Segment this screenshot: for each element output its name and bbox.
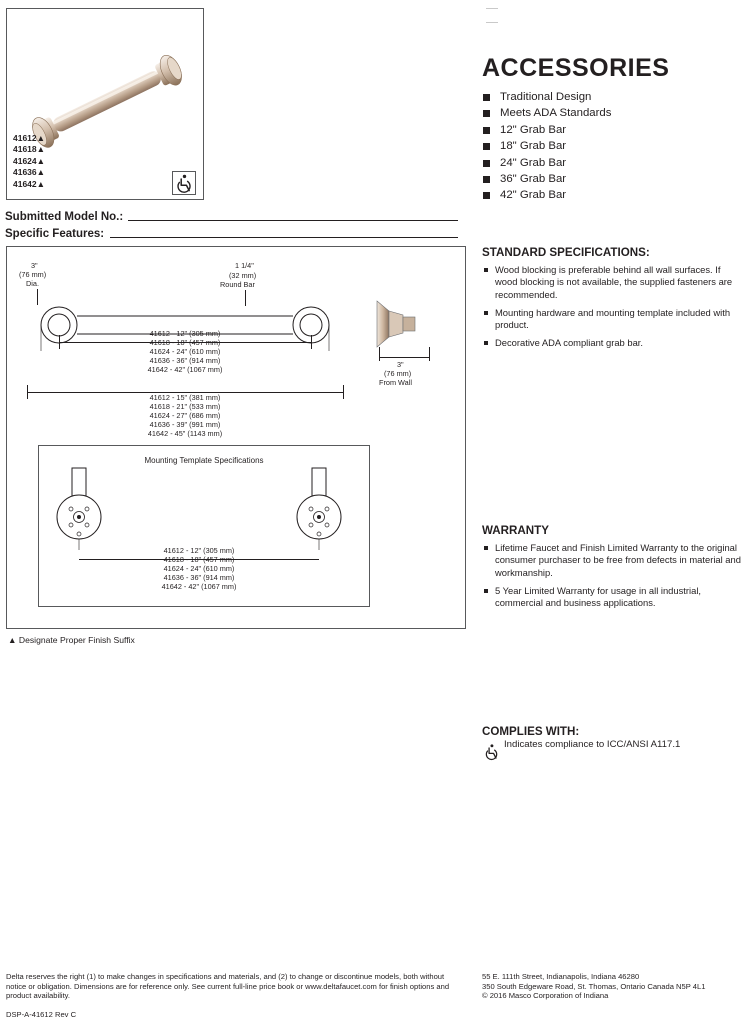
overall-dim-1: 41612 - 15" (381 mm) [149,393,221,402]
spec-text: Wood blocking is preferable behind all wall surfaces. If wood blocking is not available, the supplied fasteners are recommended. [495,264,733,300]
bullet-square-icon [483,176,490,183]
bar-dim-3: 41624 - 24" (610 mm) [149,347,221,356]
bullet-square-icon [483,94,490,101]
wheelchair-accessibility-icon [482,742,501,761]
feature-list [482,89,737,204]
feature-label: Meets ADA Standards [500,107,612,120]
feature-item [482,187,737,203]
spec-text: Mounting hardware and mounting template included with product. [495,306,731,331]
feature-item [482,171,737,187]
spec-item [484,264,742,301]
feature-label: 42" Grab Bar [500,189,567,202]
bar-dim-tick-left [59,335,60,349]
template-dim-5: 41642 - 42" (1067 mm) [161,582,237,591]
feature-item [482,89,737,105]
feature-item [482,138,737,154]
template-dim-2: 41618 - 18" (457 mm) [163,555,235,564]
round-bar-line3: Round Bar [220,280,255,289]
address-line-2: 350 South Edgeware Road, St. Thomas, Ontario Canada N5P 4L1 [482,981,706,991]
from-wall-dimension-line [379,357,429,358]
bullet-square-icon [483,160,490,167]
overall-dim-3: 41624 - 27" (686 mm) [149,411,221,420]
feature-item [482,155,737,171]
spec-text: Decorative ADA compliant grab bar. [495,337,643,349]
bullet-square-icon [483,127,490,134]
specification-drawing [6,246,466,629]
complies-with-text: Indicates compliance to ICC/ANSI A117.1 [504,739,681,750]
spec-item [484,337,742,349]
model-number: 41612▲ [13,133,46,143]
copyright-line: © 2016 Masco Corporation of Indiana [482,991,609,1001]
bullet-icon [484,311,488,315]
designate-finish-note: ▲ Designate Proper Finish Suffix [8,635,135,645]
feature-label: 18" Grab Bar [500,140,567,153]
standard-specifications-title: STANDARD SPECIFICATIONS: [482,246,650,259]
feature-item [482,122,737,138]
from-wall-tick-right [429,347,430,361]
model-number: 41624▲ [13,155,46,166]
bullet-square-icon [483,143,490,150]
crop-mark [486,8,498,9]
submitted-model-label: Submitted Model No.: [5,211,124,223]
bullet-square-icon [483,192,490,199]
mounting-template-title: Mounting Template Specifications [144,456,264,465]
specific-features-label: Specific Features: [5,228,105,240]
footer-address [482,972,740,1001]
submitted-model-rule [128,220,458,221]
dia-label-line3: Dia. [26,279,39,288]
specific-features-rule [110,237,458,238]
bar-dim-2: 41618 - 18" (457 mm) [149,338,221,347]
bar-dim-tick-right [311,335,312,349]
model-number-list [13,133,45,190]
crop-mark [486,22,498,23]
feature-label: 12" Grab Bar [500,123,567,136]
right-column [482,0,743,1024]
warranty-text: Lifetime Faucet and Finish Limited Warranty to the original consumer purchaser to be free from defects in material and workmanship. [495,542,741,578]
grab-bar-side-view [373,297,435,353]
page-title: ACCESSORIES [482,54,670,82]
feature-label: 36" Grab Bar [500,173,567,186]
bullet-icon [484,589,488,593]
model-number: 41636▲ [13,167,46,178]
from-wall-line3: From Wall [379,378,412,387]
footer-disclaimer: Delta reserves the right (1) to make changes in specifications and materials, and (2) to change or discontinue models, both without notice or obligation. Dimensions are for reference only. See current full-line price book or www.deltafaucet.com for finish options and product availability. [6,972,450,1001]
warranty-text: 5 Year Limited Warranty for usage in all industrial, commercial and business applications. [495,584,702,609]
bullet-icon [484,341,488,345]
template-dim-1: 41612 - 12" (305 mm) [163,546,235,555]
bullet-icon [484,546,488,550]
warranty-item [484,542,742,579]
document-code: DSP-A-41612 Rev C [6,1010,77,1019]
model-number: 41642▲ [13,178,46,189]
wheelchair-accessibility-icon [172,171,196,195]
dia-label-line1: 3" [31,261,38,270]
overall-dim-5: 41642 - 45" (1143 mm) [147,429,223,438]
overall-tick-left [27,385,28,399]
overall-tick-right [343,385,344,399]
feature-label: Traditional Design [500,91,592,103]
dia-label-line2: (76 mm) [19,270,47,279]
bar-dim-4: 41636 - 36" (914 mm) [149,356,221,365]
round-bar-line2: (32 mm) [229,271,257,280]
warranty-list [484,542,742,615]
complies-with-title: COMPLIES WITH: [482,725,580,738]
product-photo-box [6,8,204,200]
template-dim-4: 41636 - 36" (914 mm) [163,573,235,582]
feature-label: 24" Grab Bar [500,156,567,169]
bullet-icon [484,268,488,272]
standard-specifications-list [484,264,742,356]
bar-dim-5: 41642 - 42" (1067 mm) [147,365,223,374]
overall-dim-4: 41636 - 39" (991 mm) [149,420,221,429]
round-bar-line1: 1 1/4" [235,261,254,270]
overall-dim-2: 41618 - 21" (533 mm) [149,402,221,411]
bar-dim-1: 41612 - 12" (305 mm) [149,329,221,338]
bullet-square-icon [483,110,490,117]
from-wall-line2: (76 mm) [384,369,412,378]
mounting-template-diagram [39,466,369,551]
warranty-item [484,585,742,610]
feature-item [482,105,737,121]
from-wall-line1: 3" [397,360,404,369]
from-wall-tick-left [379,347,380,361]
model-number: 41618▲ [13,144,46,155]
spec-item [484,307,742,332]
warranty-title: WARRANTY [482,524,549,537]
template-dim-3: 41624 - 24" (610 mm) [163,564,235,573]
mounting-template-box [38,445,370,607]
address-line-1: 55 E. 111th Street, Indianapolis, Indiana 46280 [482,972,640,981]
